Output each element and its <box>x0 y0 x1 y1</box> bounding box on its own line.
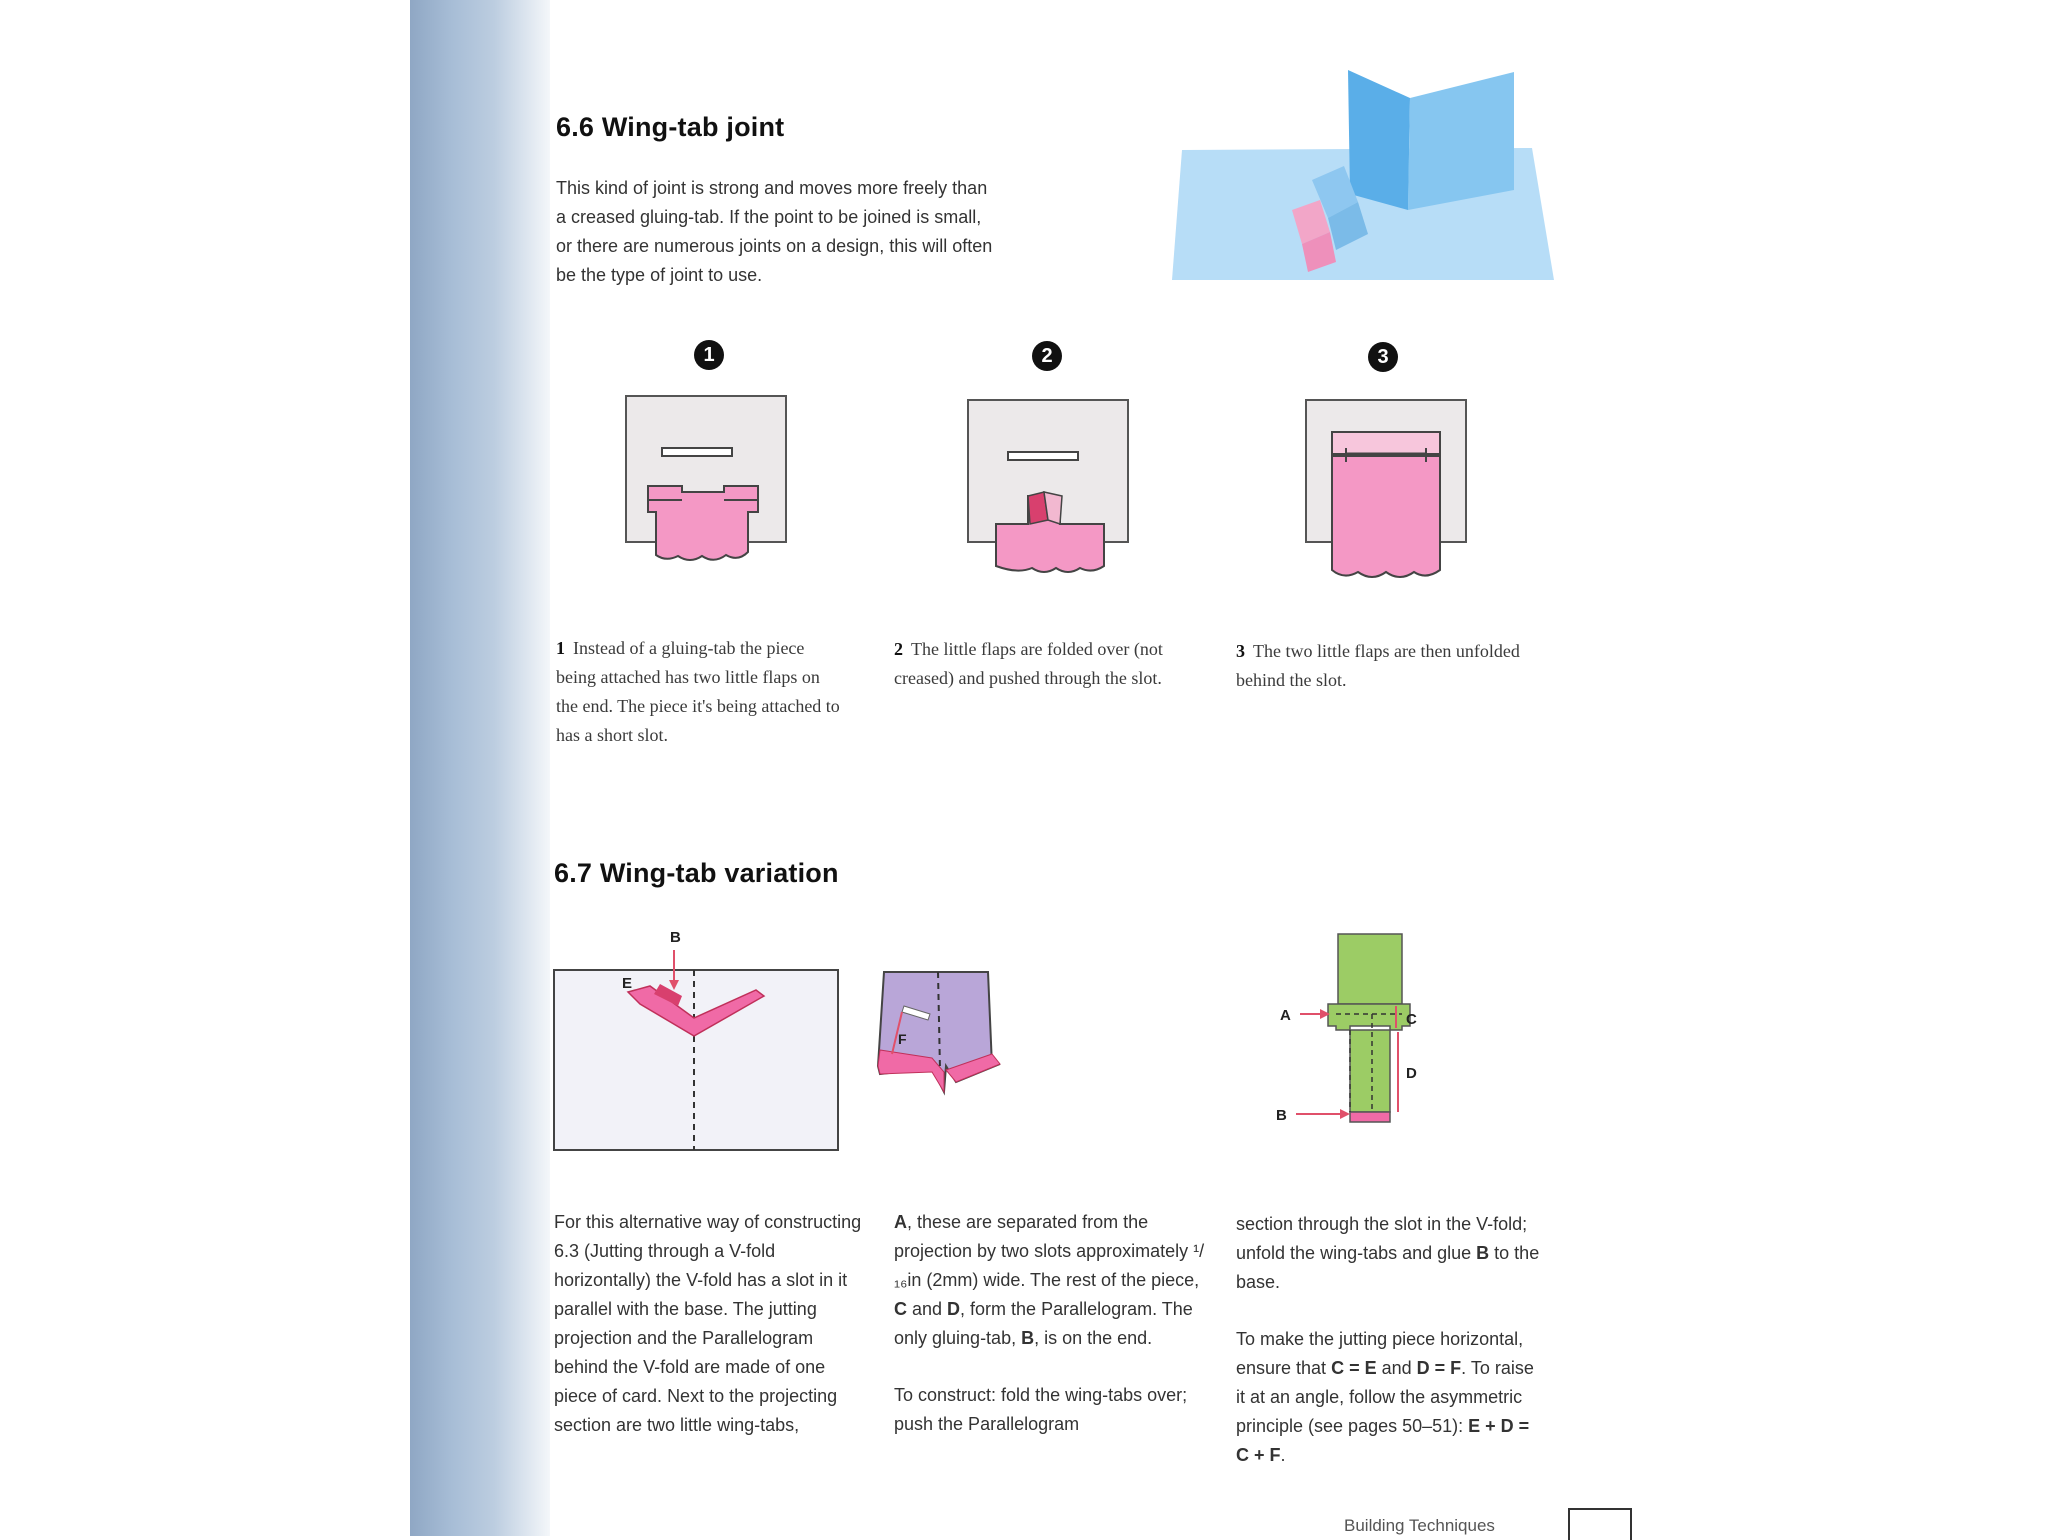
projection <box>1338 934 1402 1004</box>
arrow-b-head <box>1340 1109 1350 1119</box>
label-b: B <box>1276 1107 1287 1124</box>
book-spine-shadow <box>410 0 550 1536</box>
section-66-intro: This kind of joint is strong and moves more freely than a creased gluing-tab. If the point to be joined is small, or there are numerous joints on a design, this will often be the type of joint to use. <box>556 178 993 285</box>
text: . To raise it at an angle, follow the asymmetric principle (see pages 50–51): <box>1236 1358 1534 1436</box>
section-67-title: 6.7 Wing-tab variation <box>554 858 839 888</box>
card <box>554 970 838 1150</box>
text: To make the jutting piece horizontal, ensure that <box>1236 1329 1524 1378</box>
slot <box>662 448 732 456</box>
section-66-title: 6.6 Wing-tab joint <box>556 112 785 142</box>
unfolded-flaps <box>1332 432 1440 454</box>
step-3-diagram <box>1302 396 1478 608</box>
text: , these are separated from the projection by two slots approximately ¹/₁₆in (2mm) wide. The rest of the piece, <box>894 1212 1205 1290</box>
col-3-paragraph-1 <box>1236 1210 1546 1297</box>
left-margin <box>0 0 410 1536</box>
label-f: F <box>898 1031 907 1047</box>
step-number: 3 <box>1236 641 1245 661</box>
label-b: B <box>670 929 681 946</box>
col-3 <box>1236 1210 1546 1470</box>
col-2-paragraph-2: To construct: fold the wing-tabs over; push the Parallelogram <box>894 1385 1188 1434</box>
label-e: E <box>622 975 633 992</box>
step-number: 1 <box>556 638 565 658</box>
label-d: D <box>1406 1065 1417 1082</box>
jutting-piece-diagram <box>1236 928 1436 1148</box>
step-1-caption <box>556 634 846 750</box>
book-page <box>550 0 2048 1536</box>
step-3-badge: 3 <box>1368 342 1398 372</box>
label-c: C <box>1406 1011 1417 1028</box>
parallelogram-section <box>1350 1030 1390 1112</box>
col-2-paragraph-1 <box>894 1208 1214 1353</box>
ref-b: B <box>1021 1328 1035 1348</box>
text: to the base. <box>1236 1243 1540 1292</box>
vfold-right-panel <box>1408 72 1514 210</box>
step-number: 2 <box>894 639 903 659</box>
col-2 <box>894 1208 1214 1439</box>
text: , is on the end. <box>1034 1328 1153 1348</box>
eq-c-e: C = E <box>1331 1358 1377 1378</box>
attached-piece <box>1332 456 1440 577</box>
ref-c: C <box>894 1299 907 1319</box>
step-1-badge: 1 <box>694 340 724 370</box>
ref-a: A <box>894 1212 907 1232</box>
eq-d-f: D = F <box>1416 1358 1462 1378</box>
parallelogram-diagram <box>874 962 1024 1112</box>
running-head: Building Techniques <box>1344 1516 1495 1535</box>
text: and <box>1376 1358 1417 1378</box>
step-text: The little flaps are folded over (not creased) and pushed through the slot. <box>894 639 1163 688</box>
popup-photo <box>1162 62 1562 292</box>
eq-asymmetric: E + D = C + F <box>1236 1416 1530 1465</box>
gluing-tab-b <box>1350 1112 1390 1122</box>
label-a: A <box>1280 1007 1291 1024</box>
slot <box>1008 452 1078 460</box>
text: section through the slot in the V-fold; unfold the wing-tabs and glue <box>1236 1214 1528 1263</box>
col-1-text: For this alternative way of constructing 6.3 (Jutting through a V-fold horizontally) the V-fold has a slot in it parallel with the base. The jutting projection and the Parallelogram behind the V-fold are made of one piece of card. Next to the projecting section are two little wing-tabs, <box>554 1212 862 1435</box>
page-number-box <box>1568 1508 1632 1540</box>
step-2-caption <box>894 635 1194 693</box>
step-text: The two little flaps are then unfolded behind the slot. <box>1236 641 1520 690</box>
ref-b: B <box>1476 1243 1490 1263</box>
vfold-left-panel <box>1348 70 1410 210</box>
vfold-card-diagram <box>550 924 846 1154</box>
step-3-caption <box>1236 637 1546 695</box>
attached-piece <box>648 486 758 560</box>
ref-d: D <box>947 1299 961 1319</box>
step-text: Instead of a gluing-tab the piece being attached has two little flaps on the end. The piece it's being attached to has a short slot. <box>556 638 840 745</box>
step-2-badge: 2 <box>1032 341 1062 371</box>
col-3-paragraph-2 <box>1236 1325 1546 1470</box>
text: and <box>907 1299 948 1319</box>
step-1-diagram <box>622 392 798 600</box>
text: . <box>1280 1445 1286 1465</box>
step-2-diagram <box>964 396 1140 604</box>
wing-tabs <box>1328 1004 1410 1030</box>
text: , form the Parallelogram. The only gluing-tab, <box>894 1299 1193 1348</box>
